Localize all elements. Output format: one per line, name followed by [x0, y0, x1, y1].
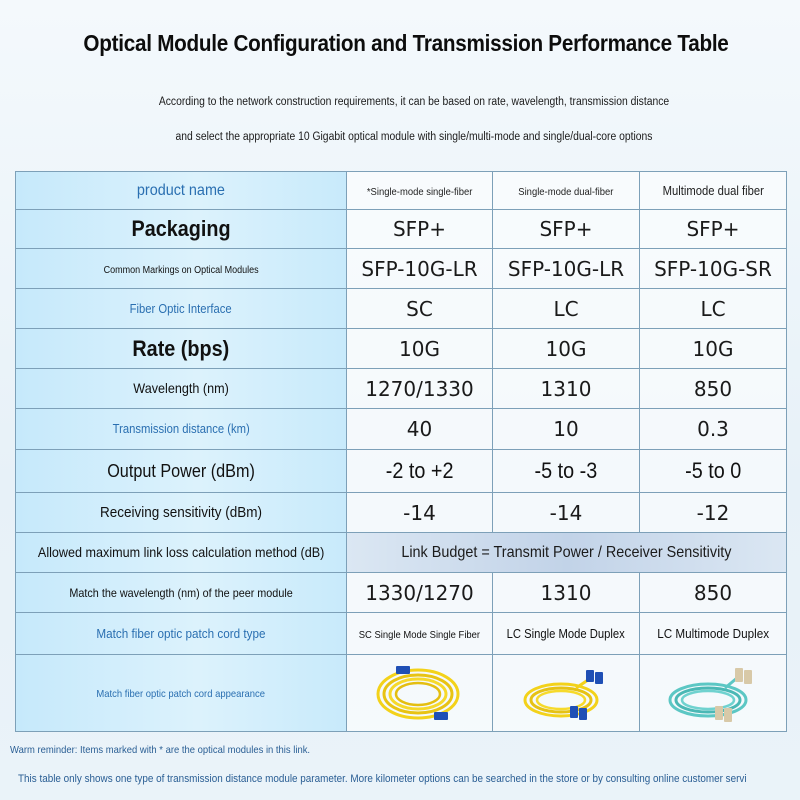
cell-value: SC [347, 289, 493, 329]
cell-value: SFP+ [347, 210, 493, 249]
cell-value: -14 [493, 493, 640, 533]
table-row-product-name [16, 172, 787, 210]
footer-note: This table only shows one type of transmission distance module parameter. More kilometer options can be searched in the store or by consulting online customer servi [18, 773, 747, 785]
table-row-sensitivity [16, 493, 787, 533]
table-row-markings [16, 249, 787, 289]
row-label-patch-type: Match fiber optic patch cord type [16, 613, 347, 655]
cell-value: LC [493, 289, 640, 329]
sc-yellow-cable-icon [347, 655, 493, 732]
cell-value: 10G [640, 329, 787, 369]
cell-value: 850 [640, 369, 787, 409]
table-row-patch-appearance [16, 655, 787, 732]
cell-value: 850 [640, 573, 787, 613]
warm-reminder-note: Warm reminder: Items marked with * are the optical modules in this link. [10, 744, 311, 756]
cell-value: 40 [347, 409, 493, 450]
table-row-peer-wavelength [16, 573, 787, 613]
table-row-distance [16, 409, 787, 450]
cell-value: SC Single Mode Single Fiber [347, 613, 493, 655]
table-row-rate [16, 329, 787, 369]
cell-value: -5 to -3 [493, 450, 640, 493]
row-label-output-power: Output Power (dBm) [16, 450, 347, 493]
spec-table [15, 171, 787, 732]
link-budget-formula: Link Budget = Transmit Power / Receiver Sensitivity [347, 533, 787, 573]
cell-value: LC Single Mode Duplex [493, 613, 640, 655]
cell-value: SFP-10G-LR [347, 249, 493, 289]
cell-value: 10G [347, 329, 493, 369]
row-label-link-loss: Allowed maximum link loss calculation method (dB) [16, 533, 347, 573]
row-label-patch-appearance: Match fiber optic patch cord appearance [16, 655, 347, 732]
cell-value: 1270/1330 [347, 369, 493, 409]
row-label-sensitivity: Receiving sensitivity (dBm) [16, 493, 347, 533]
lc-aqua-duplex-cable-icon [640, 655, 787, 732]
table-row-output-power [16, 450, 787, 493]
cell-value: -2 to +2 [347, 450, 493, 493]
subtitle-line-1: According to the network construction requirements, it can be based on rate, wavelength, transmission distance [158, 96, 670, 108]
row-label-markings: Common Markings on Optical Modules [16, 249, 347, 289]
header-col-1: *Single-mode single-fiber [347, 172, 493, 210]
table-row-link-loss [16, 533, 787, 573]
cell-value: 1310 [493, 369, 640, 409]
table-row-patch-type [16, 613, 787, 655]
cell-value: SFP+ [640, 210, 787, 249]
cell-value: 1310 [493, 573, 640, 613]
lc-yellow-duplex-cable-icon [493, 655, 640, 732]
table-row-interface [16, 289, 787, 329]
row-label-peer-wavelength: Match the wavelength (nm) of the peer module [16, 573, 347, 613]
cell-value: 10G [493, 329, 640, 369]
cell-value: -14 [347, 493, 493, 533]
cell-value: LC Multimode Duplex [640, 613, 787, 655]
cell-value: LC [640, 289, 787, 329]
table-row-wavelength [16, 369, 787, 409]
cell-value: SFP-10G-LR [493, 249, 640, 289]
cell-value: SFP-10G-SR [640, 249, 787, 289]
header-col-2: Single-mode dual-fiber [493, 172, 640, 210]
row-label-product-name: product name [16, 172, 347, 210]
cell-value: -12 [640, 493, 787, 533]
subtitle-line-2: and select the appropriate 10 Gigabit optical module with single/multi-mode and single/dual-core options [175, 131, 653, 143]
row-label-rate: Rate (bps) [16, 329, 347, 369]
cell-value: 0.3 [640, 409, 787, 450]
page-title: Optical Module Configuration and Transmission Performance Table [83, 30, 729, 56]
cell-value: 1330/1270 [347, 573, 493, 613]
cell-value: SFP+ [493, 210, 640, 249]
cell-value: -5 to 0 [640, 450, 787, 493]
row-label-wavelength: Wavelength (nm) [16, 369, 347, 409]
row-label-packaging: Packaging [16, 210, 347, 249]
header-col-3: Multimode dual fiber [640, 172, 787, 210]
table-row-packaging [16, 210, 787, 249]
row-label-distance: Transmission distance (km) [16, 409, 347, 450]
cell-value: 10 [493, 409, 640, 450]
row-label-interface: Fiber Optic Interface [16, 289, 347, 329]
